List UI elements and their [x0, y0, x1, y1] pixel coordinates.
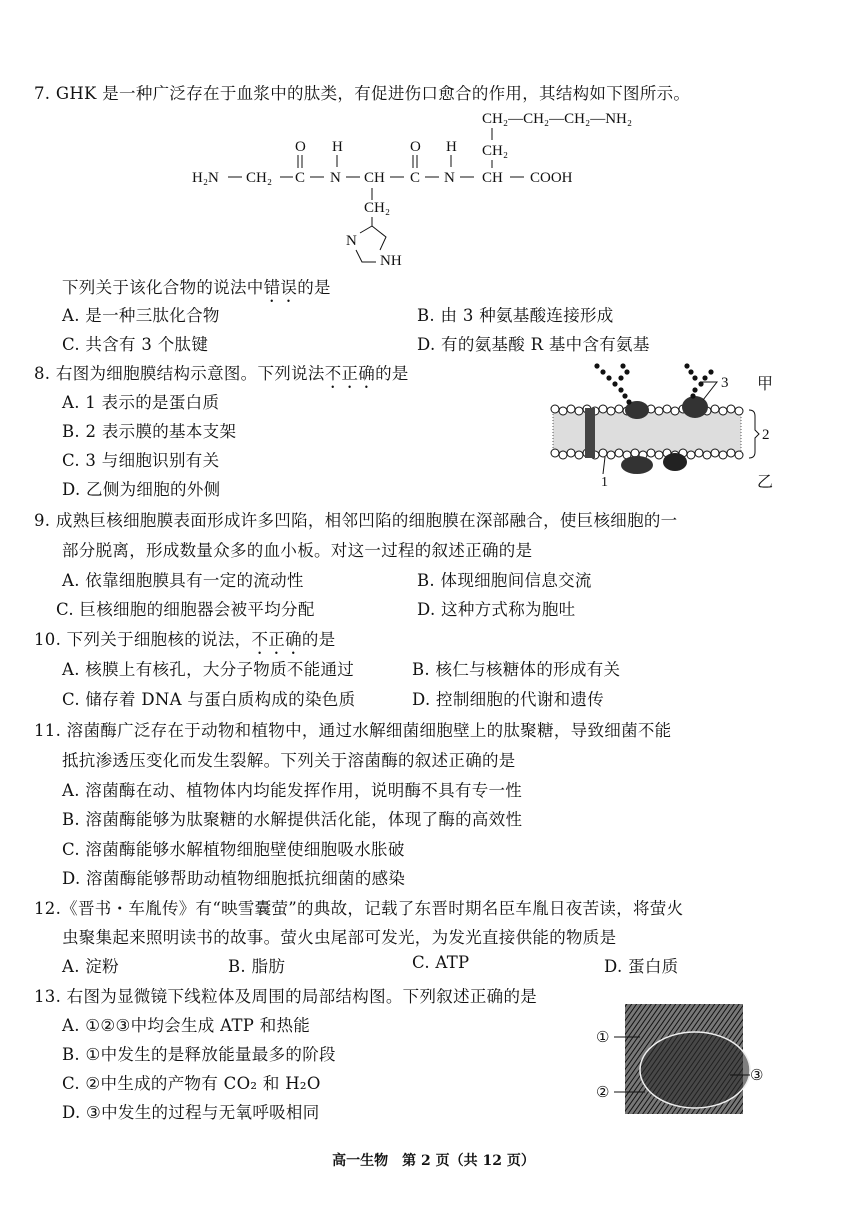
q12-option-d[interactable]: D. 蛋白质: [604, 957, 679, 976]
q8-option-c[interactable]: C. 3 与细胞识别有关: [62, 451, 220, 470]
page-footer: 高一生物 第 2 页（共 12 页）: [332, 1153, 535, 1169]
q12-option-a[interactable]: A. 淀粉: [62, 957, 119, 976]
formula-text: CH₂: [482, 143, 509, 159]
formula-text: N: [346, 233, 357, 249]
glycan-bead: [612, 381, 617, 386]
q13-option-b[interactable]: B. ①中发生的是释放能量最多的阶段: [62, 1045, 336, 1064]
glycan-bead: [690, 393, 695, 398]
glycan-bead: [688, 369, 693, 374]
phospholipid-head: [719, 407, 727, 415]
q11-stem-line: 抵抗渗透压变化而发生裂解。下列关于溶菌酶的叙述正确的是: [62, 751, 516, 770]
formula-text: H: [332, 139, 343, 155]
q9-option-b[interactable]: B. 体现细胞间信息交流: [417, 571, 592, 590]
q9-stem-line: 部分脱离，形成数量众多的血小板。对这一过程的叙述正确的是: [62, 541, 533, 560]
text: 8. 右图为细胞膜结构示意图。下列说法: [34, 364, 325, 383]
ghk-structure-figure: [180, 100, 650, 275]
formula-text: COOH: [530, 170, 573, 186]
q12-option-c[interactable]: C. ATP: [412, 953, 470, 972]
q9-option-d[interactable]: D. 这种方式称为胞吐: [417, 600, 576, 619]
mitochondria-micrograph-figure: [590, 1000, 780, 1118]
glycan-bead: [622, 393, 627, 398]
q11-option-c[interactable]: C. 溶菌酶能够水解植物细胞壁使细胞吸水胀破: [62, 840, 405, 859]
formula-text: C: [295, 170, 306, 186]
q13-option-c[interactable]: C. ②中生成的产物有 CO₂ 和 H₂O: [62, 1074, 321, 1093]
glycan-bead: [620, 363, 625, 368]
q7-option-c[interactable]: C. 共含有 3 个肽键: [62, 335, 209, 354]
emphasis-text: 不正确: [251, 630, 302, 649]
emphasis-text: 不正确: [324, 364, 376, 383]
label-3: 3: [721, 375, 729, 391]
phospholipid-head: [663, 405, 671, 413]
phospholipid-head: [567, 405, 575, 413]
formula-text: CH: [482, 170, 503, 186]
q12-stem-line: 虫聚集起来照明读书的故事。萤火虫尾部可发光，为发光直接供能的物质是: [62, 928, 617, 947]
q9-option-a[interactable]: A. 依靠细胞膜具有一定的流动性: [62, 571, 304, 590]
phospholipid-head: [655, 407, 663, 415]
q9-stem-line: 9. 成熟巨核细胞膜表面形成许多凹陷，相邻凹陷的细胞膜在深部融合，使巨核细胞的一: [34, 511, 678, 530]
label-2: 2: [762, 427, 770, 443]
phospholipid-head: [727, 449, 735, 457]
phospholipid-head: [615, 449, 623, 457]
q7-option-d[interactable]: D. 有的氨基酸 R 基中含有氨基: [417, 335, 650, 354]
formula-text: NH: [380, 253, 402, 269]
q8-option-b[interactable]: B. 2 表示膜的基本支架: [62, 422, 237, 441]
formula-text: CH₂: [246, 170, 273, 186]
phospholipid-head: [711, 449, 719, 457]
label-circle-1: ①: [596, 1030, 610, 1046]
q10-option-b[interactable]: B. 核仁与核糖体的形成有关: [412, 660, 621, 679]
phospholipid-head: [631, 449, 639, 457]
text: 的是: [301, 630, 336, 649]
formula-text: N: [444, 170, 455, 186]
q8-option-d[interactable]: D. 乙侧为细胞的外侧: [62, 480, 221, 499]
phospholipid-head: [607, 451, 615, 459]
label-jia: 甲: [757, 376, 774, 393]
phospholipid-head: [647, 449, 655, 457]
glycan-bead: [708, 369, 713, 374]
label-circle-3: ③: [750, 1068, 764, 1084]
phospholipid-head: [575, 451, 583, 459]
q11-option-b[interactable]: B. 溶菌酶能够为肽聚糖的水解提供活化能，体现了酶的高效性: [62, 810, 523, 829]
phospholipid-head: [735, 451, 743, 459]
phospholipid-head: [567, 449, 575, 457]
glycan-bead: [684, 363, 689, 368]
q7-option-a[interactable]: A. 是一种三肽化合物: [62, 306, 220, 325]
q13-option-d[interactable]: D. ③中发生的过程与无氧呼吸相同: [62, 1103, 320, 1122]
glycan-bead: [702, 375, 707, 380]
phospholipid-head: [615, 405, 623, 413]
glycan-bead: [692, 375, 697, 380]
text: 的是: [297, 278, 331, 297]
phospholipid-head: [727, 405, 735, 413]
phospholipid-head: [655, 451, 663, 459]
q10-option-d[interactable]: D. 控制细胞的代谢和遗传: [412, 690, 605, 709]
label-yi: 乙: [757, 474, 774, 491]
formula-text: O: [295, 139, 306, 155]
text: 的是: [375, 364, 409, 383]
glycan-bead: [626, 399, 631, 404]
glycan-bead: [606, 375, 611, 380]
phospholipid-head: [599, 405, 607, 413]
phospholipid-head: [575, 407, 583, 415]
formula-text: CH₂: [364, 200, 391, 216]
emphasis-text: 错误: [263, 278, 298, 297]
label-1: 1: [601, 475, 608, 490]
formula-text: C: [410, 170, 421, 186]
glycan-bead: [618, 387, 623, 392]
q10-stem: [34, 626, 336, 658]
q7-stem: 7. GHK 是一种广泛存在于血浆中的肽类，有促进伤口愈合的作用，其结构如下图所示。: [34, 84, 691, 103]
phospholipid-head: [719, 451, 727, 459]
q13-stem: 13. 右图为显微镜下线粒体及周围的局部结构图。下列叙述正确的是: [34, 987, 538, 1006]
phospholipid-head: [695, 449, 703, 457]
formula-text: CH₂—CH₂—CH₂—NH₂: [482, 111, 633, 127]
phospholipid-head: [735, 407, 743, 415]
q8-stem: [34, 360, 409, 392]
phospholipid-head: [551, 449, 559, 457]
formula-text: CH: [364, 170, 385, 186]
formula-text: O: [410, 139, 421, 155]
q10-option-c[interactable]: C. 储存着 DNA 与蛋白质构成的染色质: [62, 690, 356, 709]
text: 下列关于该化合物的说法中: [62, 278, 264, 297]
glycan-bead: [594, 363, 599, 368]
formula-text: H: [446, 139, 457, 155]
phospholipid-head: [711, 405, 719, 413]
text: 10. 下列关于细胞核的说法，: [34, 630, 252, 649]
formula-text: H₂N: [192, 170, 219, 186]
phospholipid-head: [559, 407, 567, 415]
label-circle-2: ②: [596, 1085, 610, 1101]
phospholipid-head: [599, 449, 607, 457]
phospholipid-head: [687, 451, 695, 459]
q12-stem-line: 12.《晋书・车胤传》有“映雪囊萤”的典故，记载了东晋时期名臣车胤日夜苦读，将萤火: [34, 899, 684, 918]
q7-option-b[interactable]: B. 由 3 种氨基酸连接形成: [417, 306, 614, 325]
q11-stem-line: 11. 溶菌酶广泛存在于动物和植物中，通过水解细菌细胞壁上的肽聚糖，导致细菌不能: [34, 721, 672, 740]
q9-option-c[interactable]: C. 巨核细胞的细胞器会被平均分配: [56, 600, 315, 619]
q12-option-b[interactable]: B. 脂肪: [228, 957, 286, 976]
phospholipid-head: [551, 405, 559, 413]
glycan-bead: [600, 369, 605, 374]
glycan-bead: [618, 375, 623, 380]
q11-option-d[interactable]: D. 溶菌酶能够帮助动植物细胞抵抗细菌的感染: [62, 869, 406, 888]
phospholipid-head: [703, 451, 711, 459]
q11-option-a[interactable]: A. 溶菌酶在动、植物体内均能发挥作用，说明酶不具有专一性: [62, 781, 523, 800]
q13-option-a[interactable]: A. ①②③中均会生成 ATP 和热能: [62, 1016, 311, 1035]
q8-option-a[interactable]: A. 1 表示的是蛋白质: [62, 393, 220, 412]
glycan-bead: [692, 387, 697, 392]
phospholipid-head: [607, 407, 615, 415]
q10-option-a[interactable]: A. 核膜上有核孔，大分子物质不能通过: [62, 660, 355, 679]
formula-text: N: [330, 170, 341, 186]
phospholipid-head: [671, 407, 679, 415]
phospholipid-head: [559, 451, 567, 459]
glycan-bead: [624, 369, 629, 374]
cell-membrane-figure: [545, 362, 785, 497]
